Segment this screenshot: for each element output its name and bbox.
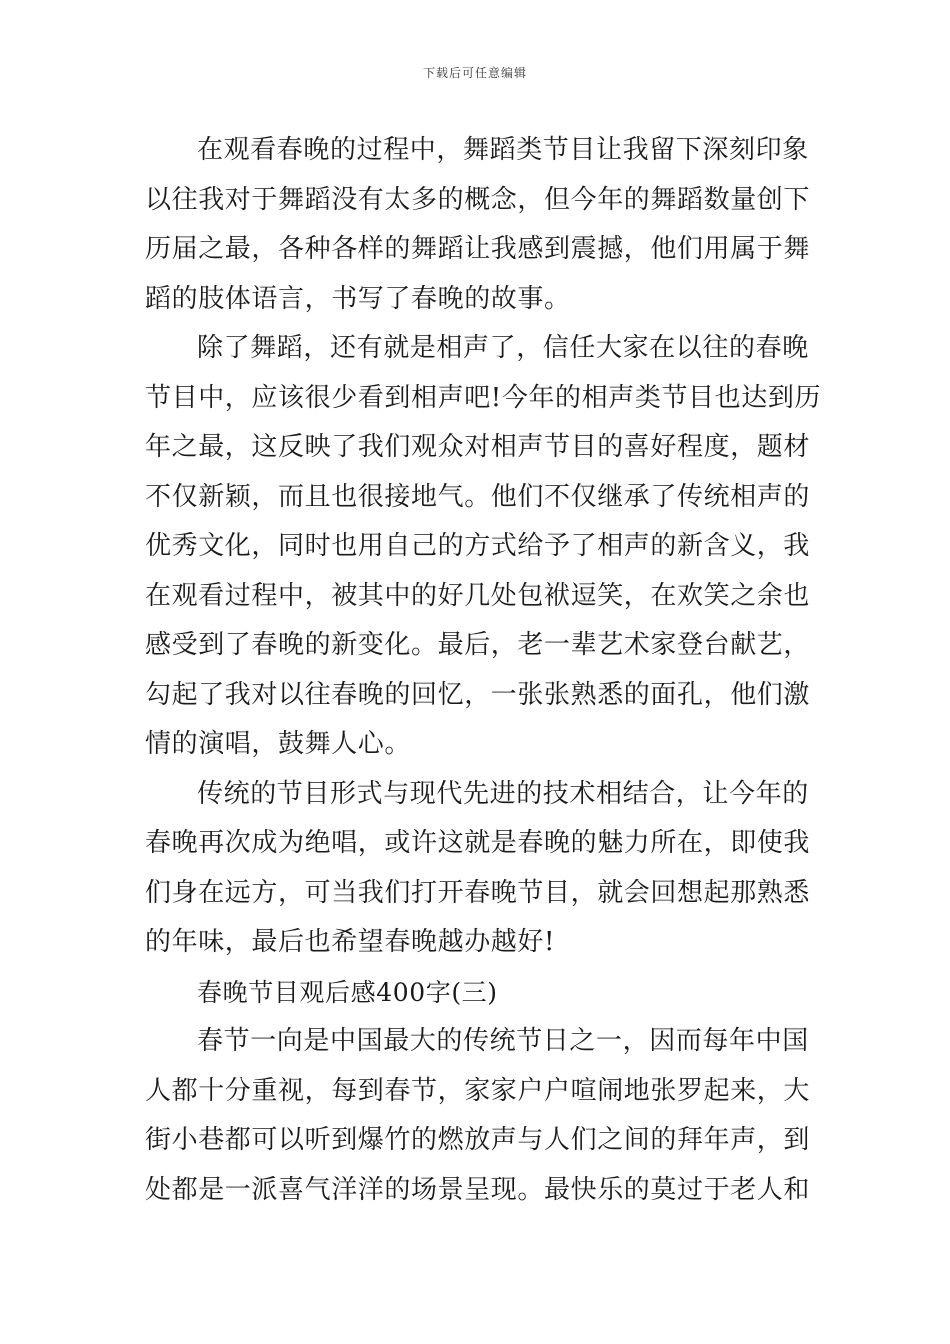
text-line: 感受到了春晚的新变化。最后，老一辈艺术家登台献艺， xyxy=(145,630,811,660)
section-heading: 春晚节目观后感400字(三) xyxy=(197,977,498,1007)
text-line: 们身在远方，可当我们打开春晚节目，就会回想起那熟悉 xyxy=(145,877,811,908)
paragraph-crosstalk xyxy=(145,324,822,770)
paragraph-dance xyxy=(145,126,811,324)
paragraph-spring-festival xyxy=(145,1017,811,1215)
text-line: 传统的节目形式与现代先进的技术相结合，让今年的 xyxy=(197,778,809,809)
text-line: 街小巷都可以听到爆竹的燃放声与人们之间的拜年声，到 xyxy=(145,1125,811,1155)
document-body xyxy=(145,126,822,1215)
text-line: 年之最，这反映了我们观众对相声节目的喜好程度，题材 xyxy=(145,432,811,462)
paragraph-tradition xyxy=(145,770,811,968)
text-line: 蹈的肢体语言，书写了春晚的故事。 xyxy=(145,283,571,314)
text-line: 春晚再次成为绝唱，或许这就是春晚的魅力所在，即使我 xyxy=(145,828,811,858)
text-line: 在观看过程中，被其中的好几处包袱逗笑，在欢笑之余也 xyxy=(145,580,811,611)
page-header: 下载后可任意编辑 xyxy=(422,66,527,80)
text-line: 春节一向是中国最大的传统节日之一，因而每年中国 xyxy=(197,1026,809,1056)
text-line: 以往我对于舞蹈没有太多的概念，但今年的舞蹈数量创下 xyxy=(145,184,811,215)
text-line: 处都是一派喜气洋洋的场景呈现。最快乐的莫过于老人和 xyxy=(145,1174,811,1205)
text-line: 的年味，最后也希望春晚越办越好! xyxy=(145,927,556,957)
text-line: 不仅新颖，而且也很接地气。他们不仅继承了传统相声的 xyxy=(145,481,811,512)
text-line: 情的演唱，鼓舞人心。 xyxy=(145,729,412,759)
text-line: 人都十分重视，每到春节，家家户户喧闹地张罗起来，大 xyxy=(145,1075,811,1106)
text-line: 勾起了我对以往春晚的回忆，一张张熟悉的面孔，他们激 xyxy=(145,679,811,710)
text-line: 节目中，应该很少看到相声吧!今年的相声类节目也达到历 xyxy=(145,382,822,413)
text-line: 历届之最，各种各样的舞蹈让我感到震撼，他们用属于舞 xyxy=(145,234,811,264)
text-line: 在观看春晚的过程中，舞蹈类节目让我留下深刻印象 xyxy=(197,135,809,165)
text-line: 优秀文化，同时也用自己的方式给予了相声的新含义，我 xyxy=(145,531,811,561)
text-line: 除了舞蹈，还有就是相声了，信任大家在以往的春晚 xyxy=(197,333,809,363)
